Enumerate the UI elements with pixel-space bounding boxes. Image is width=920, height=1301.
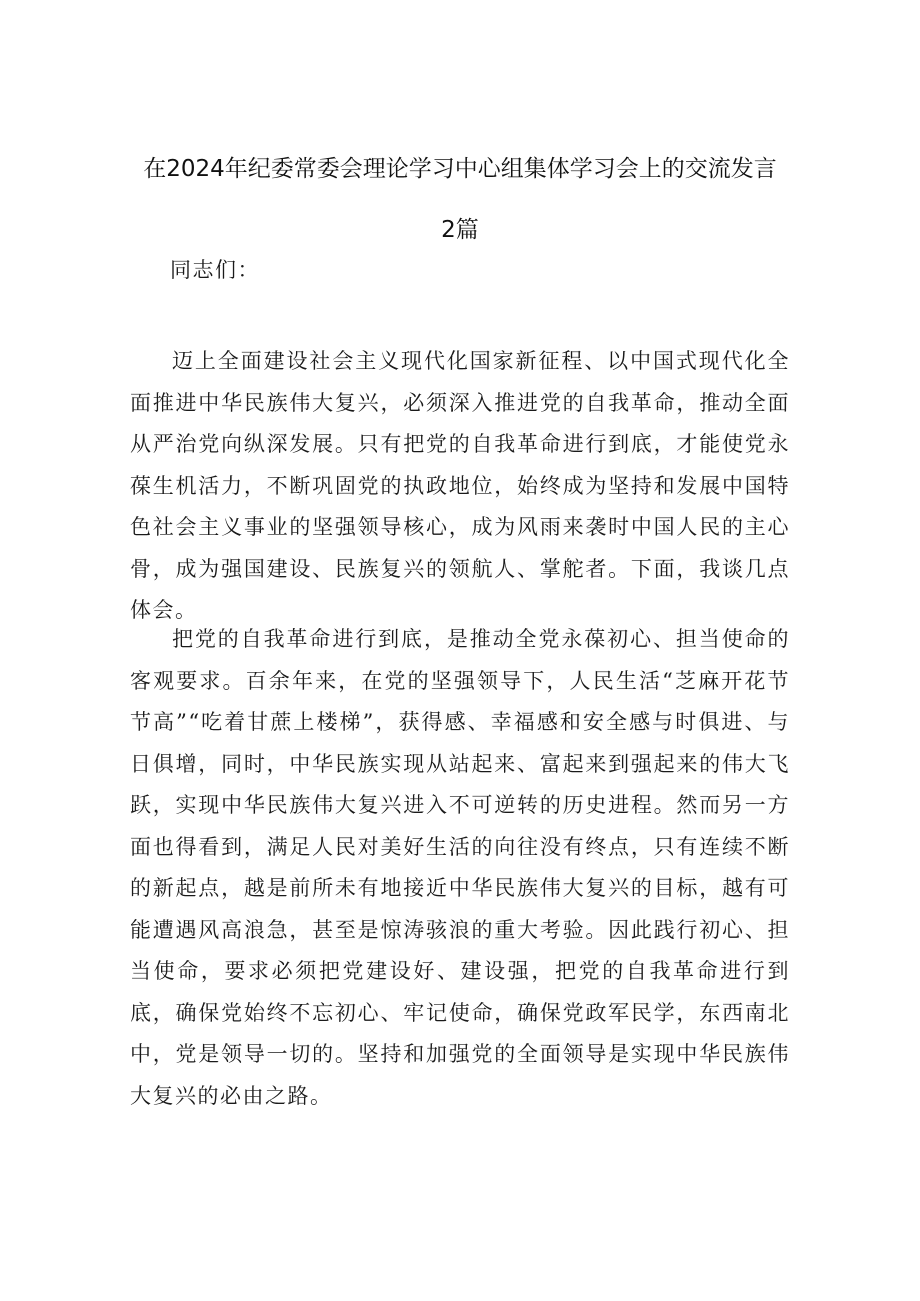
document-title-line-1: 在2024年纪委常委会理论学习中心组集体学习会上的交流发言 — [143, 156, 777, 182]
salutation: 同志们： — [170, 258, 260, 282]
document-title-line-2: 2篇 — [441, 217, 479, 243]
paragraph-1: 迈上全面建设社会主义现代化国家新征程、以中国式现代化全面推进中华民族伟大复兴，必须深入推进党的自我革命，推动全面从严治党向纵深发展。只有把党的自我革命进行到底，才能使党永葆生机活力，不断巩固党的执政地位，始终成为坚持和发展中国特色社会主义事业的坚强领导核心，成为风雨来袭时中国人民的主心骨，成为强国建设、民族复兴的领航人、掌舵者。下面，我谈几点体会。 — [130, 349, 790, 622]
paragraph-2: 把党的自我革命进行到底，是推动全党永葆初心、担当使命的客观要求。百余年来，在党的坚强领导下，人民生活“芝麻开花节节高”“吃着甘蔗上楼梯”，获得感、幸福感和安全感与时俱进、与日俱增，同时，中华民族实现从站起来、富起来到强起来的伟大飞跃，实现中华民族伟大复兴进入不可逆转的历史进程。然而另一方面也得看到，满足人民对美好生活的向往没有终点，只有连续不断的新起点，越是前所未有地接近中华民族伟大复兴的目标，越有可能遭遇风高浪急，甚至是惊涛骇浪的重大考验。因此践行初心、担当使命，要求必须把党建设好、建设强，把党的自我革命进行到底，确保党始终不忘初心、牢记使命，确保党政军民学，东西南北中，党是领导一切的。坚持和加强党的全面领导是实现中华民族伟大复兴的必由之路。 — [130, 627, 790, 1108]
